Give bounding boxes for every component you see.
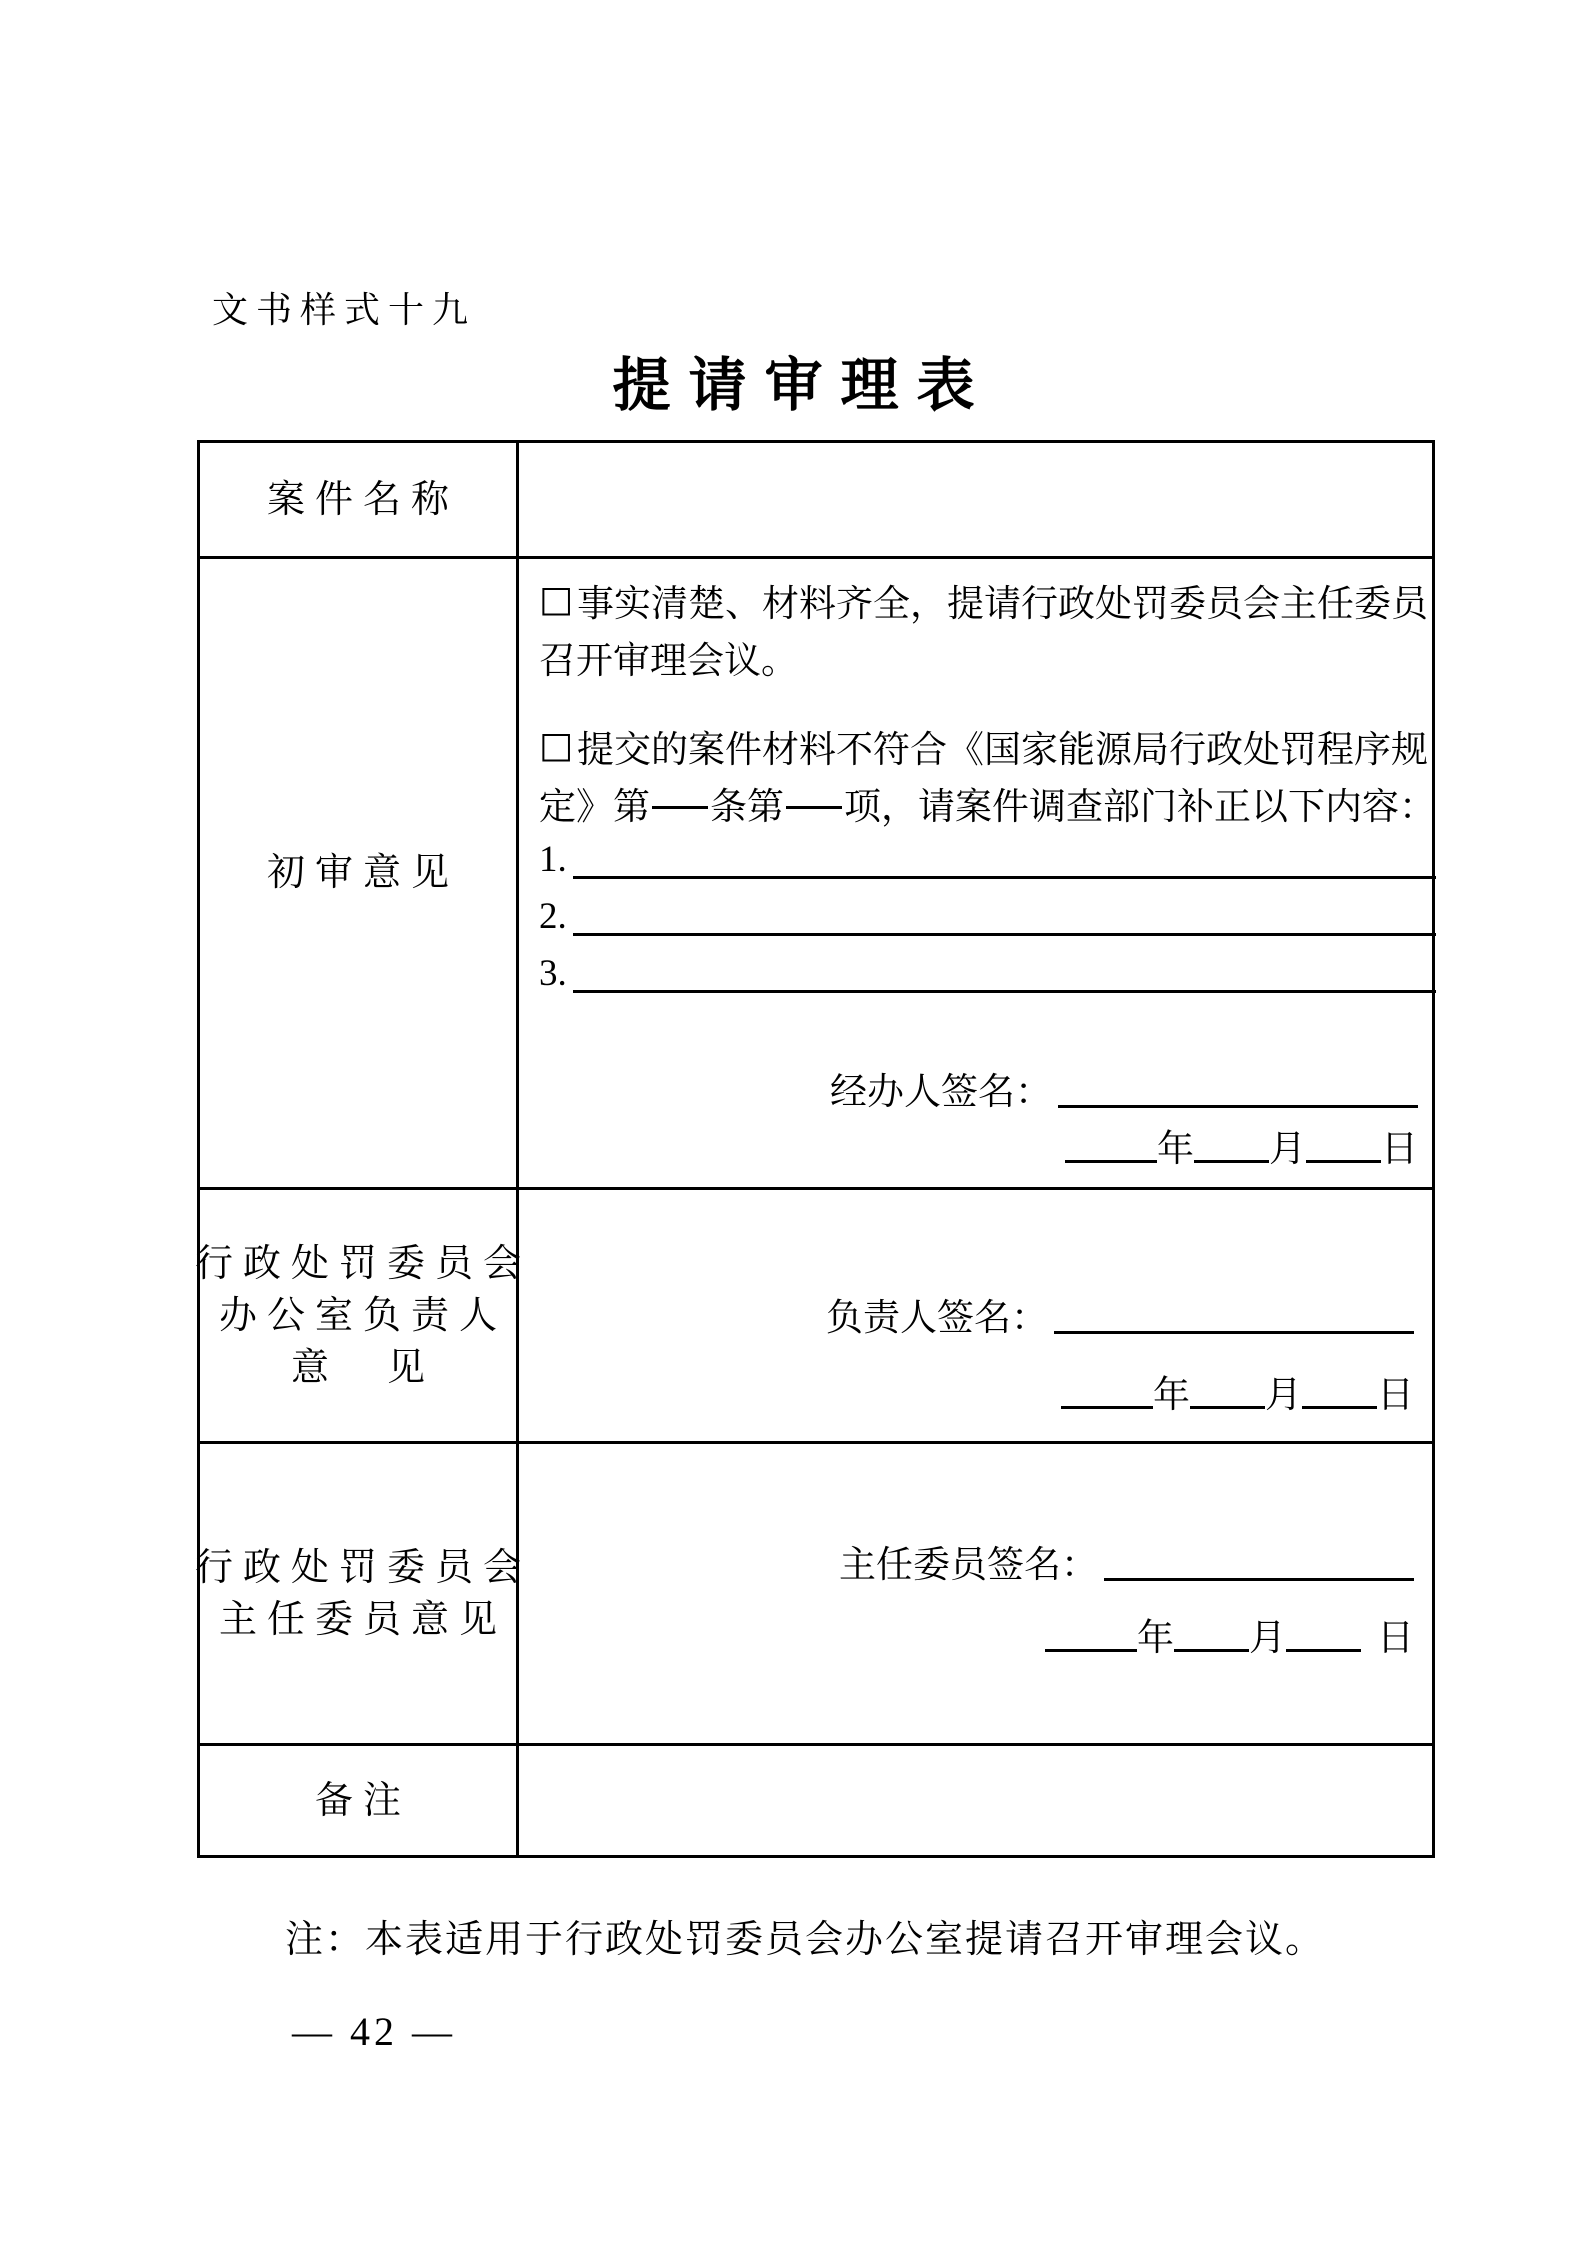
blank-item-number: [786, 796, 842, 809]
chief-label-line2: 主任委员意见: [218, 1598, 507, 1641]
office-head-opinion-cell: [519, 1190, 1432, 1441]
case-name-value-cell: [519, 443, 1432, 556]
row-preliminary-opinion: [200, 556, 1436, 1187]
month-label: 月: [1269, 1128, 1306, 1170]
day-label: 日: [1381, 1128, 1418, 1170]
row-case-name: [200, 443, 1432, 556]
option2-text-part1: 定》第: [539, 786, 650, 828]
year-label: 年: [1157, 1128, 1194, 1170]
spacer: [519, 1342, 1432, 1362]
blank-line-3: [573, 945, 1436, 993]
year-label: 年: [1153, 1374, 1190, 1416]
handler-signature-blank: [1058, 1059, 1418, 1108]
correction-item-3: [539, 945, 1436, 1002]
blank-day: [1306, 1116, 1381, 1163]
head-signature-line: [519, 1285, 1432, 1342]
row-chief-opinion: [195, 1441, 1432, 1743]
option2-text-line1: 提交的案件材料不符合《国家能源局行政处罚程序规: [577, 729, 1429, 771]
day-label: 日: [1377, 1617, 1414, 1659]
case-name-label: 案件名称: [200, 443, 519, 556]
review-request-form-table: [197, 440, 1435, 1858]
option2-line1: [539, 717, 1436, 774]
blank-month: [1194, 1116, 1269, 1163]
item-1-number: 1.: [539, 839, 567, 880]
remarks-value-cell: [519, 1746, 1432, 1855]
chief-signature-blank: [1104, 1532, 1414, 1581]
doc-style-label: 文书样式十九: [212, 290, 477, 330]
chief-signature-line: [519, 1532, 1432, 1589]
month-label: 月: [1249, 1617, 1286, 1659]
option2-text-part3: 项，请案件调查部门补正以下内容：: [844, 786, 1436, 828]
spacer: [519, 1589, 1432, 1605]
blank-line-1: [573, 831, 1436, 879]
office-head-label-line3: 意 见: [290, 1346, 435, 1389]
blank-month: [1190, 1362, 1265, 1409]
blank-year: [1045, 1605, 1137, 1652]
item-2-number: 2.: [539, 896, 567, 937]
spacer: [539, 685, 1436, 717]
handler-signature-line: [539, 1059, 1436, 1116]
blank-day: [1286, 1605, 1361, 1652]
option1-line2: [539, 628, 1436, 685]
footnote: 注：本表适用于行政处罚委员会办公室提请召开审理会议。: [285, 1919, 1326, 1961]
year-label: 年: [1137, 1617, 1174, 1659]
correction-item-1: [539, 831, 1436, 888]
chief-signature-label: 主任委员签名：: [839, 1544, 1098, 1586]
chief-opinion-label: [195, 1444, 532, 1743]
blank-year: [1065, 1116, 1157, 1163]
head-signature-blank: [1054, 1285, 1414, 1334]
date-line: [519, 1362, 1432, 1419]
blank-line-2: [573, 888, 1436, 936]
office-head-label-line1: 行政处罚委员会: [195, 1242, 532, 1285]
date-line: [539, 1116, 1436, 1173]
row-office-head-opinion: [195, 1187, 1432, 1441]
preliminary-opinion-label: 初审意见: [200, 559, 519, 1187]
date-line: [519, 1605, 1432, 1662]
item-3-number: 3.: [539, 953, 567, 994]
checkbox-icon: □: [539, 725, 574, 766]
blank-article-number: [652, 796, 708, 809]
office-head-label-line2: 办公室负责人: [218, 1294, 507, 1337]
chief-label-line1: 行政处罚委员会: [195, 1546, 532, 1589]
checkbox-icon: □: [539, 579, 574, 620]
blank-day: [1302, 1362, 1377, 1409]
option2-line2: [539, 774, 1436, 831]
row-remarks: [200, 1743, 1432, 1855]
page-number: — 42 —: [292, 2009, 456, 2054]
handler-signature-label: 经办人签名：: [830, 1071, 1052, 1113]
option1-text-line1: 事实清楚、材料齐全，提请行政处罚委员会主任委员: [577, 583, 1429, 625]
correction-item-2: [539, 888, 1436, 945]
option1-line1: [539, 571, 1436, 628]
month-label: 月: [1265, 1374, 1302, 1416]
option2-text-part2: 条第: [710, 786, 784, 828]
day-label: 日: [1377, 1374, 1414, 1416]
blank-month: [1174, 1605, 1249, 1652]
remarks-label: 备注: [200, 1746, 519, 1855]
chief-opinion-cell: [519, 1444, 1432, 1743]
option1-text-line2: 召开审理会议。: [539, 640, 798, 682]
preliminary-opinion-cell: [519, 559, 1452, 1187]
form-title: 提请审理表: [612, 353, 993, 418]
spacer: [539, 1002, 1436, 1059]
office-head-opinion-label: [195, 1190, 532, 1441]
head-signature-label: 负责人签名：: [826, 1297, 1048, 1339]
blank-year: [1061, 1362, 1153, 1409]
